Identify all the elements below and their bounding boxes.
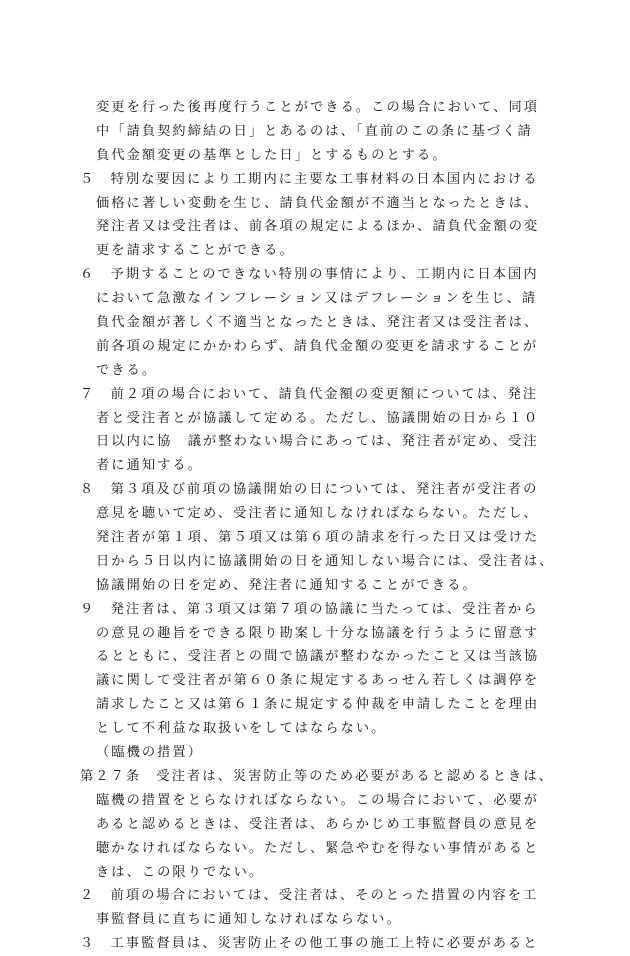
clause-item-3: ３ 工事監督員は、災害防止その他工事の施工上特に必要があると <box>80 936 539 952</box>
text-line: 発注者又は受注者は、前各項の規定によるほか、請負代金額の変 <box>96 219 540 235</box>
text-line: の意見の趣旨をできる限り勘案し十分な協議を行うように留意す <box>96 625 540 641</box>
text-line: において急激なインフレーション又はデフレーションを生じ、請 <box>96 291 538 307</box>
text-line: 中「請負契約締結の日」とあるのは、「直前のこの条に基づく請 <box>96 123 533 139</box>
text-line: 者と受注者とが協議して定める。ただし、協議開始の日から１０ <box>96 410 540 426</box>
text-line: 事監督員に直ちに通知しなければならない。 <box>96 912 402 928</box>
document-page <box>80 96 560 956</box>
clause-item-2: ２ 前項の場合においては、受注者は、そのとった措置の内容を工 <box>80 888 539 904</box>
text-line: あると認めるときは、受注者は、あらかじめ工事監督員の意見を <box>96 816 540 832</box>
text-line: 発注者が第１項、第５項又は第６項の請求を行った日又は受けた <box>96 530 540 546</box>
text-line: 日以内に協 議が整わない場合にあっては、発注者が定め、受注 <box>96 434 539 450</box>
text-line: るとともに、受注者との間で協議が整わなかったこと又は当該協 <box>96 649 540 665</box>
clause-item-6: ６ 予期することのできない特別の事情により、工期内に日本国内 <box>80 267 539 283</box>
text-line: きは、この限りでない。 <box>96 864 265 880</box>
text-line: 議に関して受注者が第６０条に規定するあっせん若しくは調停を <box>96 673 540 689</box>
text-line: 変更を行った後再度行うことができる。この場合において、同項 <box>96 100 540 115</box>
text-line: 意見を聴いて定め、受注者に通知しなければならない。ただし、 <box>96 506 539 522</box>
clause-item-7: ７ 前２項の場合において、請負代金額の変更額については、発注 <box>80 386 539 402</box>
text-line: 者に通知する。 <box>96 458 204 474</box>
text-line: できる。 <box>96 362 158 378</box>
text-line: 更を請求することができる。 <box>96 243 295 259</box>
clause-item-5: ５ 特別な要因により工期内に主要な工事材料の日本国内における <box>80 171 539 187</box>
text-line: 請求したこと又は第６１条に規定する仲裁を申請したことを理由 <box>96 697 540 713</box>
text-line: 負代金額が著しく不適当となったときは、発注者又は受注者は、 <box>96 315 540 331</box>
text-line: 価格に著しい変動を生じ、請負代金額が不適当となったときは、 <box>96 195 540 211</box>
text-line: 聴かなければならない。ただし、緊急やむを得ない事情があると <box>96 840 540 856</box>
text-line: 協議開始の日を定め、発注者に通知することができる。 <box>96 577 478 593</box>
text-line: 負代金額変更の基準とした日」とするものとする。 <box>96 147 448 163</box>
article-27-title: 第２７条 受注者は、災害防止等のため必要があると認めるときは、 <box>80 768 554 784</box>
article-heading: （臨機の措置） <box>96 745 204 761</box>
clause-item-9: ９ 発注者は、第３項又は第７項の協議に当たっては、受注者から <box>80 601 539 617</box>
text-line: 前各項の規定にかかわらず、請負代金額の変更を請求することが <box>96 338 539 354</box>
text-line: として不利益な取扱いをしてはならない。 <box>96 721 387 737</box>
clause-item-8: ８ 第３項及び前項の協議開始の日については、発注者が受注者の <box>80 482 539 498</box>
text-line: 日から５日以内に協議開始の日を通知しない場合には、受注者は、 <box>96 553 555 569</box>
text-line: 臨機の措置をとらなければならない。この場合において、必要が <box>96 792 540 808</box>
